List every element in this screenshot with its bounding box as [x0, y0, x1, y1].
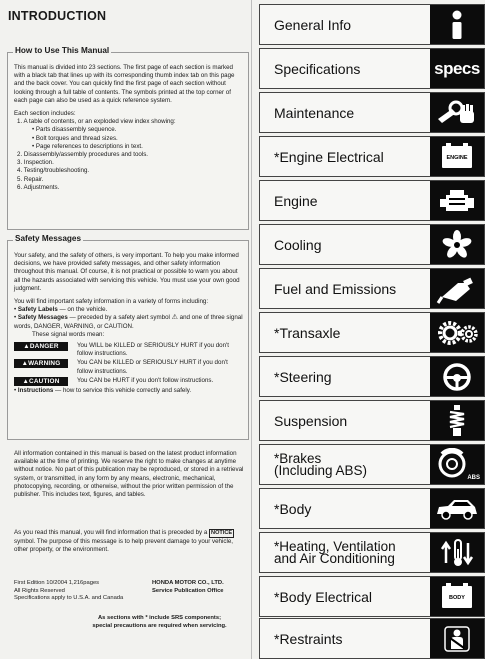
- how-to-use-title: How to Use This Manual: [15, 46, 110, 55]
- tab-label: Fuel and Emissions: [274, 280, 397, 297]
- rights-line: All Rights Reserved: [14, 587, 65, 594]
- specs-icon: [430, 49, 484, 88]
- instructions-term: Instructions: [17, 386, 54, 394]
- safety-messages-item: [14, 314, 243, 330]
- instructions-item: [14, 387, 243, 395]
- tab-label: Maintenance: [274, 104, 355, 121]
- edition-line: First Edition 10/2004 1,216pages: [14, 580, 100, 586]
- tab-specifications[interactable]: [259, 48, 485, 89]
- tab-engine[interactable]: [259, 180, 485, 221]
- caution-text: You CAN be HURT if you don't follow instructions.: [77, 376, 214, 384]
- car-body-icon: [430, 489, 484, 528]
- safety-forms-intro: You will find important safety information in a variety of forms including:: [14, 298, 209, 306]
- safety-messages-desc: — preceded by a safety alert symbol: [67, 314, 172, 322]
- list-item: • Bolt torques and thread sizes.: [14, 135, 243, 143]
- danger-label: ▲DANGER: [14, 342, 68, 351]
- warning-text: You CAN be KILLED or SERIOUSLY HURT if you don't follow instructions.: [77, 359, 228, 375]
- tab-label: *Body: [274, 500, 312, 517]
- information-paragraph: All information contained in this manual is based on the latest product information available at the time of printing. We reserve the right to make changes at anytime without notice. No part of this publication may be reproduced, or stored in a retrieval system, or transmitted, in any form by any means, electronic, mechanical, photocopying, recording, or otherwise, without the prior written permission of the publisher. This includes text, figures, and tables.: [14, 450, 244, 499]
- safety-messages-box: [7, 234, 249, 440]
- tab-engine-electrical[interactable]: [259, 136, 485, 177]
- body-icon-text: BODY: [449, 594, 465, 601]
- tab-label: Engine: [274, 192, 318, 209]
- notice-text-2: symbol. The purpose of this message is to help prevent damage to your vehicle, other property, or the environment.: [14, 537, 233, 553]
- notice-paragraph: [14, 529, 246, 554]
- shock-absorber-icon: [430, 401, 484, 440]
- page-divider: [251, 0, 252, 659]
- srs-note-line-1: As sections with * include SRS components;: [97, 615, 222, 621]
- signal-row-danger: [14, 342, 243, 358]
- safety-messages-title: Safety Messages: [15, 234, 81, 243]
- gears-icon: [430, 313, 484, 352]
- abs-icon-text: ABS: [467, 475, 480, 481]
- signal-row-caution: [14, 377, 243, 386]
- how-to-use-box: [7, 46, 249, 230]
- publisher-info: [152, 580, 252, 595]
- engine-icon: [430, 181, 484, 220]
- thermometer-icon: [430, 533, 484, 572]
- page-title: INTRODUCTION: [8, 9, 107, 23]
- alert-triangle-icon: ⚠: [171, 314, 178, 322]
- list-item: 5. Repair.: [17, 175, 44, 183]
- wrench-hand-icon: [430, 93, 484, 132]
- tab-label: *Engine Electrical: [274, 148, 384, 165]
- publisher-name: HONDA MOTOR CO., LTD.: [152, 580, 224, 586]
- tab-body-electrical[interactable]: [259, 576, 485, 617]
- includes-label: Each section includes:: [14, 110, 76, 118]
- tab-label: *Restraints: [274, 630, 343, 647]
- tab-label: *Transaxle: [274, 324, 341, 341]
- tab-brakes[interactable]: [259, 444, 485, 485]
- list-item: 2. Disassembly/assembly procedures and tools.: [17, 151, 149, 159]
- list-item: 6. Adjustments.: [17, 183, 60, 191]
- tab-fuel-and-emissions[interactable]: [259, 268, 485, 309]
- srs-note-line-2: special precautions are required when servicing.: [92, 622, 227, 629]
- safety-messages-term: Safety Messages: [17, 314, 68, 322]
- safety-intro: Your safety, and the safety of others, is very important. To help you make informed decisions, we have provided safety messages, and other safety information throughout this manual. Of course, it is not practical or possible to warn you about all the hazards associated with servicing this vehicle. You must use your own good judgment.: [14, 252, 240, 292]
- list-item: 4. Testing/troubleshooting.: [17, 167, 90, 175]
- signal-words-intro: These signal words mean:: [32, 330, 105, 338]
- srs-note: [72, 615, 247, 630]
- signal-words-list: [14, 342, 243, 386]
- specs-apply-line: Specifications apply to U.S.A. and Canada: [14, 595, 124, 602]
- tab-label: *Steering: [274, 368, 332, 385]
- list-item: 1. A table of contents, or an exploded view index showing:: [17, 118, 176, 126]
- engine-battery-icon: [430, 137, 484, 176]
- tab-transaxle[interactable]: [259, 312, 485, 353]
- safety-labels-term: Safety Labels: [17, 306, 58, 314]
- tab-label: *Heating, Ventilation and Air Conditioning: [274, 538, 396, 566]
- notice-text-1: As you read this manual, you will find information that is preceded by a: [14, 529, 208, 536]
- includes-list: [14, 118, 243, 192]
- notice-symbol: NOTICE: [211, 530, 233, 536]
- signal-row-warning: [14, 359, 243, 375]
- tab-label: *Body Electrical: [274, 588, 373, 605]
- seatbelt-icon: [430, 619, 484, 658]
- warning-label: ▲WARNING: [14, 359, 68, 368]
- info-icon: [430, 5, 484, 44]
- brake-disc-icon: [430, 445, 484, 484]
- list-item: • Page references to descriptions in text.: [14, 143, 243, 151]
- fan-icon: [430, 225, 484, 264]
- how-to-use-intro: This manual is divided into 23 sections. The first page of each section is marked with a black tab that lines up with its corresponding thumb index tab on this page and the back cover. You can quickly find the first page of each section without looking through a full table of contents. The symbols printed at the top corner of each page can also be used as a quick reference system.: [14, 64, 235, 104]
- tab-label: Cooling: [274, 236, 322, 253]
- specs-icon-text: specs: [434, 58, 480, 78]
- tab-restraints[interactable]: [259, 618, 485, 659]
- tab-suspension[interactable]: [259, 400, 485, 441]
- tab-label: Suspension: [274, 412, 348, 429]
- steering-wheel-icon: [430, 357, 484, 396]
- tab-label: Specifications: [274, 60, 361, 77]
- tab-hvac[interactable]: [259, 532, 485, 573]
- caution-label: ▲CAUTION: [14, 377, 68, 386]
- danger-text: You WILL be KILLED or SERIOUSLY HURT if you don't follow instructions.: [77, 342, 229, 358]
- tab-steering[interactable]: [259, 356, 485, 397]
- engine-icon-text: ENGINE: [446, 154, 468, 161]
- safety-labels-desc: — on the vehicle.: [57, 306, 108, 314]
- tab-maintenance[interactable]: [259, 92, 485, 133]
- list-item: • Parts disassembly sequence.: [14, 126, 243, 134]
- tab-cooling[interactable]: [259, 224, 485, 265]
- fuel-nozzle-icon: [430, 269, 484, 308]
- tab-label: *Brakes (Including ABS): [274, 450, 368, 478]
- list-item: 3. Inspection.: [17, 159, 54, 167]
- tab-general-info[interactable]: [259, 4, 485, 45]
- body-battery-icon: [430, 577, 484, 616]
- safety-messages-desc-2: and one of three signal words, DANGER, WARNING, or CAUTION.: [14, 314, 243, 330]
- publisher-office: Service Publication Office: [152, 587, 224, 594]
- instructions-desc: — how to service this vehicle correctly and safely.: [53, 386, 192, 394]
- tab-body[interactable]: [259, 488, 485, 529]
- tab-label: General Info: [274, 16, 352, 33]
